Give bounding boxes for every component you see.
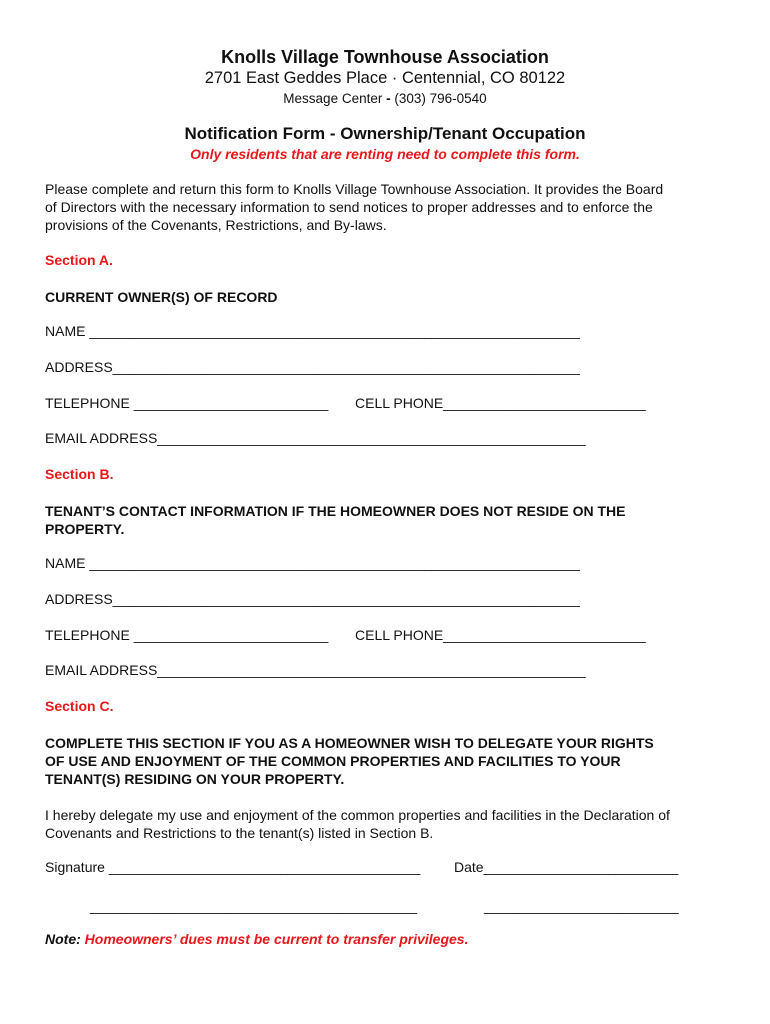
section-c-heading (45, 734, 654, 788)
second-signature-line[interactable]: __________________________________________ (90, 898, 418, 914)
section-a-heading: CURRENT OWNER(S) OF RECORD (45, 289, 278, 305)
tenant-name-field[interactable]: NAME _______________________________________________________________ (45, 555, 580, 571)
owner-cell-phone-field[interactable]: CELL PHONE__________________________ (355, 395, 646, 411)
form-title: Notification Form - Ownership/Tenant Occupation (184, 124, 586, 143)
message-center-dash: - (382, 91, 395, 106)
heading-line: PROPERTY. (45, 521, 125, 537)
heading-line: OF USE AND ENJOYMENT OF THE COMMON PROPERTIES AND FACILITIES TO YOUR (45, 753, 621, 769)
delegation-line: Covenants and Restrictions to the tenant(s) listed in Section B. (45, 825, 434, 841)
message-center-label: Message Center (283, 91, 383, 106)
heading-line: COMPLETE THIS SECTION IF YOU AS A HOMEOWNER WISH TO DELEGATE YOUR RIGHTS (45, 735, 654, 751)
delegation-line: I hereby delegate my use and enjoyment of the common properties and facilities in the Declaration of (45, 807, 670, 823)
owner-name-field[interactable]: NAME _______________________________________________________________ (45, 323, 580, 339)
owner-email-field[interactable]: EMAIL ADDRESS_______________________________________________________ (45, 430, 586, 446)
section-b-label: Section B. (45, 466, 114, 482)
section-b-heading (45, 502, 625, 538)
note-text: Homeowners’ dues must be current to transfer privileges. (80, 931, 469, 947)
intro-line: of Directors with the necessary information to send notices to proper addresses and to enforce the (45, 199, 653, 215)
signature-field[interactable]: Signature ________________________________________ (45, 859, 421, 875)
owner-telephone-field[interactable]: TELEPHONE _________________________ (45, 395, 329, 411)
organization-name: Knolls Village Townhouse Association (221, 47, 549, 67)
organization-address: 2701 East Geddes Place · Centennial, CO 80122 (204, 69, 566, 87)
note-label: Note: (45, 931, 81, 947)
intro-line: Please complete and return this form to Knolls Village Townhouse Association. It provides the Board (45, 181, 664, 197)
date-field[interactable]: Date_________________________ (454, 859, 679, 875)
second-date-line[interactable]: _________________________ (484, 898, 679, 914)
delegation-statement (45, 806, 735, 842)
message-center-line (0, 91, 770, 106)
tenant-address-field[interactable]: ADDRESS____________________________________________________________ (45, 591, 580, 607)
tenant-email-field[interactable]: EMAIL ADDRESS_______________________________________________________ (45, 662, 586, 678)
tenant-telephone-field[interactable]: TELEPHONE _________________________ (45, 627, 329, 643)
heading-line: TENANT’S CONTACT INFORMATION IF THE HOMEOWNER DOES NOT RESIDE ON THE (45, 503, 626, 519)
tenant-cell-phone-field[interactable]: CELL PHONE__________________________ (355, 627, 646, 643)
note-line (45, 931, 468, 947)
heading-line: TENANT(S) RESIDING ON YOUR PROPERTY. (45, 771, 345, 787)
intro-paragraph (45, 180, 735, 234)
owner-address-field[interactable]: ADDRESS____________________________________________________________ (45, 359, 580, 375)
section-c-label: Section C. (45, 698, 114, 714)
form-subtitle: Only residents that are renting need to complete this form. (190, 146, 580, 162)
message-center-phone: (303) 796-0540 (394, 91, 487, 106)
section-a-label: Section A. (45, 252, 113, 268)
intro-line: provisions of the Covenants, Restrictions, and By-laws. (45, 217, 387, 233)
